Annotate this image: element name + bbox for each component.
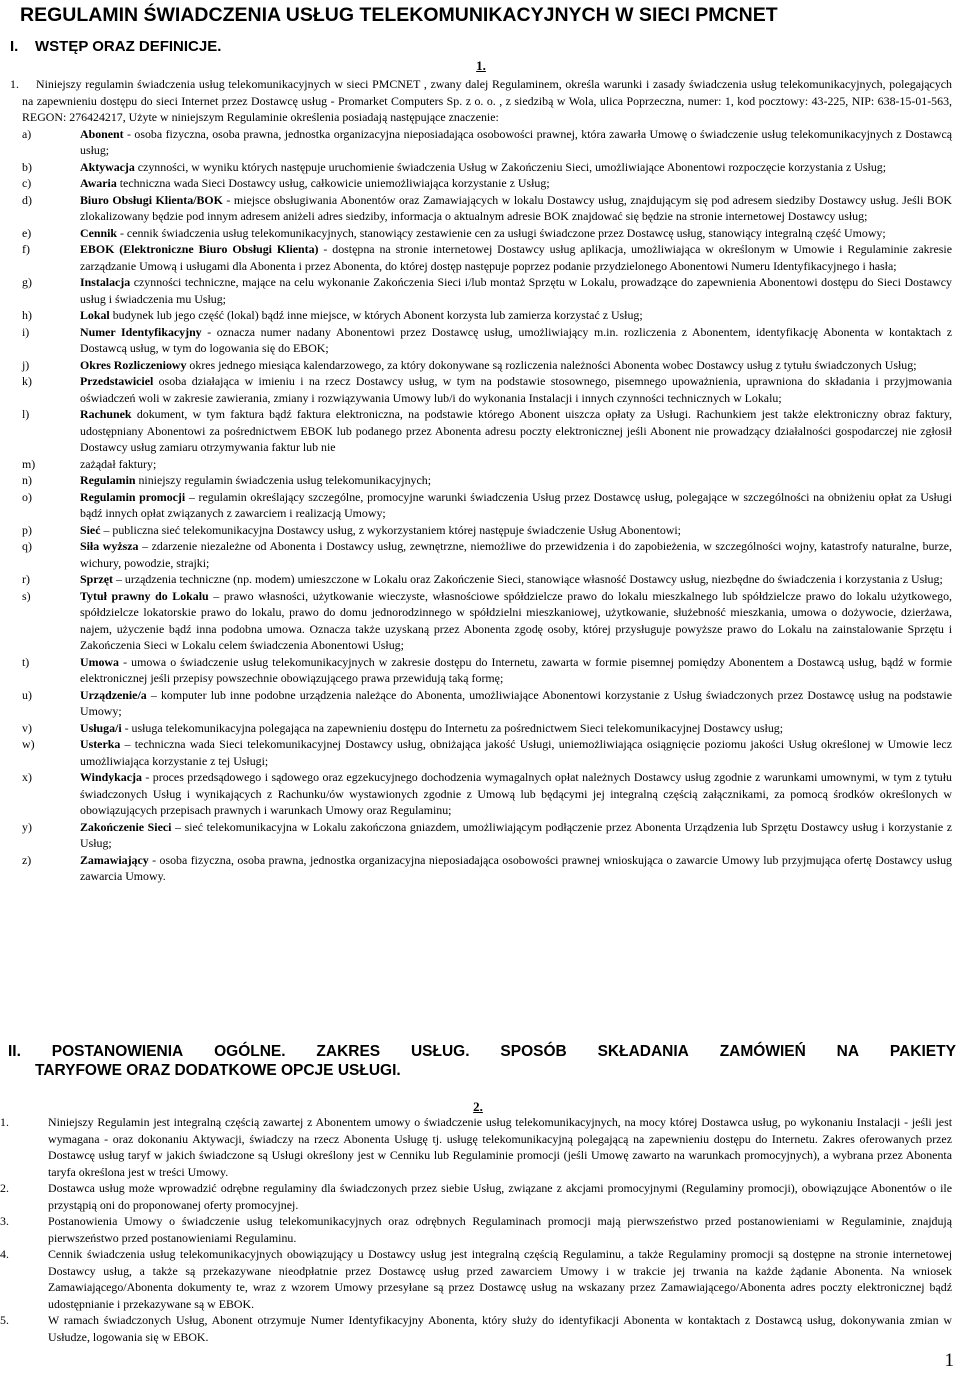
definition-item (0, 192, 960, 225)
definition-term: Sprzęt (80, 572, 114, 586)
section-2-heading-word: POSTANOWIENIA (51, 1043, 184, 1060)
intro-paragraph (0, 76, 960, 126)
definition-text: – publiczna sieć telekomunikacyjna Dostawcy usług, z wykorzystaniem której następuje świadczenie Usług Abonentowi; (100, 522, 681, 537)
definition-item (0, 456, 960, 473)
section-2-body (0, 1114, 960, 1345)
paragraph-number: 2. (0, 1181, 9, 1195)
section-2-heading-word: OGÓLNE. (214, 1043, 286, 1060)
definition-text: czynności, w wyniku których następuje uruchomienie świadczenia Usług w Zakończeniu Sieci, umożliwiające Abonentowi rozpoczęcie korzystania z Usług; (134, 159, 887, 174)
section-2-heading-word: ZAKRES (316, 1043, 381, 1060)
definition-item (0, 472, 960, 489)
section-2-heading-word: PAKIETY (889, 1043, 956, 1060)
section-2-paragraph (0, 1180, 960, 1213)
paragraph-text: Postanowienia Umowy o świadczenie usług telekomunikacyjnych oraz odrębnych Regulaminach promocji mają pierwszeństwo przed postanowieniami w Regulaminie, znajdują pierwszeństwo przed postanowieniami Regulaminu. (48, 1214, 952, 1245)
definition-item (0, 225, 960, 242)
definition-text: – sieć telekomunikacyjna w Lokalu zakończona gniazdem, umożliwiającym podłączenie przez Abonenta Urządzenia lub Sprzętu Dostawcy usług i korzystanie z Usług; (80, 819, 952, 850)
definition-term: Rachunek (80, 407, 132, 421)
section-2-paragraph (0, 1246, 960, 1312)
paragraph-text: Niniejszy Regulamin jest integralną częścią zawartej z Abonentem umowy o świadczenie usług telekomunikacyjnych, na mocy której Dostawca usług, po wykonaniu Instalacji - jeśli jest wymagana - oraz dokonaniu Aktywacji, świadczy na rzecz Abonenta Usługę tj. usługę telekomunikacyjną polegającą na zapewnieniu dostępu do Internetu. Zakres oferowanych przez Dostawcę usług taryf w jakich świadczone są Usługi określony jest w Cenniku lub Regulaminie promocji (jeśli Umowę zawarto na warunkach promocyjnych), a wybrana przez Abonenta taryfa określona jest w treści Umowy. (48, 1115, 952, 1179)
definition-text: – urządzenia techniczne (np. modem) umieszczone w Lokalu oraz Zakończenie Sieci, stanowiące własność Dostawcy usług, niezbędne do świadczenia i korzystania z Usług; (113, 572, 943, 586)
definition-letter: b) (22, 159, 32, 174)
section-2-paragraph (0, 1213, 960, 1246)
definition-term: Tytuł prawny do Lokalu (80, 588, 209, 603)
section-2-heading-word: SPOSÓB (500, 1043, 567, 1060)
definition-text: niniejszy regulamin świadczenia usług telekomunikacyjnych; (135, 473, 432, 487)
definition-item (0, 538, 960, 571)
page-number: 1 (944, 1350, 954, 1371)
section-2-heading-word: SKŁADANIA (597, 1043, 689, 1060)
section-2-paragraph (0, 1114, 960, 1180)
definition-text: – regulamin określający szczególne, promocyjne warunki świadczenia Usług przez Dostawcę usług, polegające w szczególności na obniżeniu opłat za Usługi bądź innych opłat związanych z zawarciem i realizacją Umowy; (80, 489, 952, 520)
definition-item (0, 406, 960, 456)
section-2-heading-line-2: TARYFOWE ORAZ DODATKOWE OPCJE USŁUGI. (35, 1062, 401, 1079)
definition-item (0, 852, 960, 885)
definition-letter: o) (22, 489, 32, 504)
definition-text: - dostępna na stronie internetowej Dostawcy usług aplikacja, umożliwiająca w określonym w Umowie i Regulaminie zakresie zarządzanie Umową i usługami dla Abonenta i przez Abonenta, do której dostęp następuje poprzez podanie przydzielonego Abonentowi Numeru Identyfikacyjnego i hasła; (80, 242, 952, 273)
definition-text: dokument, w tym faktura bądź faktura elektroniczna, na podstawie którego Abonent uiszcza opłaty za Usługi. Rachunkiem jest także elektroniczny obraz faktury, udostępniany Abonentowi za pośrednictwem EBOK lub podanego przez Abonenta adresu poczty elektronicznej jeśli Abonent nie prowadzący działalności gospodarczej nie zgłosił Dostawcy usług zamiaru otrzymywania faktur lub nie (80, 407, 952, 454)
definitions-list (0, 126, 960, 885)
definition-term: EBOK (Elektroniczne Biuro Obsługi Klienta) (80, 242, 319, 256)
paragraph-number: 3. (0, 1214, 9, 1228)
definition-item (0, 175, 960, 192)
section-2-heading-word: USŁUG. (410, 1043, 470, 1060)
definition-letter: r) (22, 572, 30, 586)
definition-letter: q) (22, 539, 32, 553)
definition-term: Umowa (80, 654, 119, 669)
definition-letter: s) (22, 588, 31, 603)
definition-text: czynności techniczne, mające na celu wykonanie Zakończenia Sieci i/lub montaż Sprzętu w Lokalu, prowadzące do zapewnienia Abonentowi dostępu do Sieci Dostawcy usług i świadczenia mu Usług; (80, 275, 952, 306)
definition-text: – zdarzenie niezależne od Abonenta i Dostawcy usług, zewnętrzne, niemożliwe do przewidzenia i do zapobieżenia, w szczególności wojny, katastrofy naturalne, burze, wichury, powodzie, strajki; (80, 539, 952, 570)
intro-number: 1. (10, 77, 19, 91)
definition-text: - proces przedsądowego i sądowego oraz egzekucyjnego dochodzenia wymagalnych opłat należnych Dostawcy usług zgodnie z warunkami umownymi, w tym z tytułu świadczonych Usług i wynikających z Rachunku/ów wystawionych zgodnie z Umową lub będącymi jej integralną częścią załącznikami, za pomocą środków określonych w obowiązujących przepisach prawnych i warunkach Umowy oraz Regulaminu; (80, 770, 952, 817)
definition-term: Aktywacja (80, 159, 135, 174)
definition-text: - osoba fizyczna, osoba prawna, jednostka organizacyjna nieposiadająca osobowości prawnej, która zawarła Umowę o świadczenie usług telekomunikacyjnych z Dostawcą usług; (80, 126, 952, 157)
definition-term: Abonent (80, 126, 124, 141)
definition-item (0, 720, 960, 737)
definition-item (0, 373, 960, 406)
definition-item (0, 489, 960, 522)
definition-letter: p) (22, 522, 32, 537)
definition-letter: i) (22, 324, 30, 339)
definition-letter: h) (22, 308, 32, 322)
definition-letter: e) (22, 225, 32, 240)
definition-text: - osoba fizyczna, osoba prawna, jednostka organizacyjna nieposiadająca osobowości prawnej wnioskująca o zawarcie Umowy lub przyjmująca ofertę Dostawcy usług zawarcia Umowy. (80, 852, 952, 883)
definition-text: - usługa telekomunikacyjna polegająca na zapewnieniu dostępu do Internetu za pośrednictwem Sieci telekomunikacyjnej Dostawcy usług; (121, 720, 784, 735)
document-title: REGULAMIN ŚWIADCZENIA USŁUG TELEKOMUNIKACYJNYCH W SIECI PMCNET (20, 4, 778, 26)
section-1-heading-text: WSTĘP ORAZ DEFINICJE. (35, 38, 222, 55)
definition-term: Cennik (80, 225, 118, 240)
paragraph-2-number: 2. (473, 1099, 483, 1114)
definition-term: Awaria (80, 176, 117, 190)
definition-letter: f) (22, 242, 30, 256)
definition-text: techniczna wada Sieci Dostawcy usług, całkowicie uniemożliwiająca korzystanie z Usług; (116, 176, 550, 190)
definition-term: Usługa/i (80, 720, 122, 735)
definition-letter: z) (22, 852, 32, 867)
definition-text: osoba działająca w imieniu i na rzecz Dostawcy usług, w tym na podstawie stosownego, pisemnego upoważnienia, uprawniona do składania i przyjmowania oświadczeń woli w zakresie zawierania, zmiany i rozwiązywania Umowy lub/i do wykonania Instalacji i innych czynności technicznych w Lokalu; (80, 374, 952, 405)
definition-term: Windykacja (80, 770, 142, 784)
definition-letter: l) (22, 407, 30, 421)
intro-text: Niniejszy regulamin świadczenia usług telekomunikacyjnych w sieci PMCNET , zwany dalej Regulaminem, określa warunki i zasady świadczenia usług telekomunikacyjnych, polegających na zapewnieniu dostępu do sieci Internet przez Dostawcę usług - Promarket Computers Sp. z o. o. , z siedzibą w Wola, ulica Poprzeczna, numer: 1, kod pocztowy: 43-225, NIP: 638-15-01-563, REGON: 276424217, Użyte w niniejszym Regulaminie określenia posiadają następujące znaczenie: (22, 77, 952, 124)
definition-item (0, 274, 960, 307)
definition-letter: x) (22, 770, 32, 784)
paragraph-number: 4. (0, 1247, 9, 1261)
definition-item (0, 571, 960, 588)
definition-item (0, 126, 960, 159)
definition-text: zażądał faktury; (80, 456, 157, 471)
definition-text: – komputer lub inne podobne urządzenia należące do Abonenta, umożliwiające Abonentowi korzystanie z Usług świadczonych przez Dostawcę usług na podstawie Umowy; (80, 687, 952, 718)
definition-term: Urządzenie/a (80, 687, 147, 702)
definition-letter: t) (22, 654, 30, 669)
definition-term: Instalacja (80, 275, 131, 289)
section-1-roman: I. (10, 38, 19, 55)
definition-letter: g) (22, 275, 32, 289)
section-1-body (0, 76, 960, 885)
definition-item (0, 654, 960, 687)
definition-item (0, 241, 960, 274)
section-1-heading (10, 38, 221, 55)
paragraph-1-number: 1. (476, 58, 486, 73)
definition-item (0, 522, 960, 539)
definition-item (0, 324, 960, 357)
definition-letter: v) (22, 720, 32, 735)
definition-letter: a) (22, 126, 32, 141)
definition-term: Lokal (80, 308, 110, 322)
section-2-paragraph (0, 1312, 960, 1345)
definition-item (0, 736, 960, 769)
section-2-heading (8, 1042, 956, 1080)
definition-item (0, 307, 960, 324)
paragraph-number: 1. (0, 1115, 9, 1129)
definition-text: - miejsce obsługiwania Abonentów oraz Zamawiających w lokalu Dostawcy usług, znajdującym się pod adresem siedziby Dostawcy usług. Jeśli BOK zlokalizowany będzie pod innym adresem aniżeli adres siedziby, informacja o aktualnym adresie BOK znajdować się będzie na stronie internetowej Dostawcy usług; (80, 192, 952, 223)
definition-term: Zamawiający (80, 852, 149, 867)
definition-term: Przedstawiciel (80, 374, 154, 388)
definition-text: budynek lub jego część (lokal) bądź inne miejsce, w których Abonent korzysta lub zamierza korzystać z Usług; (109, 308, 643, 322)
definition-item (0, 357, 960, 374)
paragraph-text: Cennik świadczenia usług telekomunikacyjnych obowiązujący u Dostawcy usług jest integralną częścią Regulaminu, a także Regulaminy promocji są dostępne na stronie internetowej Dostawcy usług, a także są przekazywane nieodpłatnie przez Dostawcę usług przed zawarciem Umowy i w trakcie jej trwania na każde żądanie Abonenta. Na wniosek Zamawiającego/Abonenta dokumenty te, wraz z wzorem Umowy przesyłane są przez Dostawcę usług na wskazany przez Zamawiającego/Abonenta adres poczty elektronicznej bądź udostępnianie i przekazywane są w EBOK. (48, 1247, 952, 1311)
definition-term: Okres Rozliczeniowy (80, 357, 187, 372)
section-2-heading-word: ZAMÓWIEŃ (719, 1043, 806, 1060)
definition-item (0, 588, 960, 654)
paragraph-number: 5. (0, 1313, 9, 1327)
definition-item (0, 159, 960, 176)
section-2-heading-word: II. (8, 1043, 21, 1060)
definition-letter: n) (22, 473, 32, 487)
definition-term: Usterka (80, 737, 121, 751)
definition-item (0, 819, 960, 852)
definition-letter: c) (22, 176, 32, 190)
definition-term: Siła wyższa (80, 539, 139, 553)
paragraph-text: W ramach świadczonych Usług, Abonent otrzymuje Numer Identyfikacyjny Abonenta, który służy do identyfikacji Abonenta w kontaktach z Dostawcą usług, dokonywania zmian w Usłudze, logowania się w EBOK. (48, 1313, 952, 1344)
definition-item (0, 687, 960, 720)
definition-letter: k) (22, 374, 32, 388)
section-2-heading-line-1 (8, 1042, 956, 1061)
paragraph-text: Dostawca usług może wprowadzić odrębne regulaminy dla świadczonych przez siebie Usług, związane z akcjami promocyjnymi (Regulaminy promocji), obowiązujące Abonentów o ile przystąpią oni do proponowanej oferty promocyjnej. (48, 1181, 952, 1212)
definition-text: – techniczna wada Sieci telekomunikacyjnej Dostawcy usług, obniżająca jakość Usługi, uniemożliwiająca osiągnięcie poziomu jakości Usług określonej w Umowie lecz umożliwiająca korzystanie z tej Usługi; (80, 737, 952, 768)
definition-letter: j) (22, 357, 30, 372)
definition-term: Sieć (80, 522, 101, 537)
definition-letter: w) (22, 737, 35, 751)
section-2-heading-word: NA (836, 1043, 860, 1060)
definition-term: Numer Identyfikacyjny (80, 324, 202, 339)
definition-text: – prawo własności, użytkowanie wieczyste, własnościowe spółdzielcze prawo do lokalu mieszkalnego lub spółdzielcze prawo do lokalu użytkowego, spółdzielcze lokatorskie prawo do lokalu, prawo do domu jednorodzinnego w spółdzielni mieszkaniowej, użytkowanie, służebność mieszkania, umowa o dożywocie, dzierżawa, najem, użyczenie bądź inna podobna umowa. Oznacza także uzyskaną przez Abonenta zgodę osoby, której przysługuje powyższe prawo do Lokalu na zainstalowanie Sprzętu i Zakończenia Sieci w Lokalu celem świadczenia Abonentowi Usług; (80, 588, 952, 652)
definition-text: okres jednego miesiąca kalendarzowego, za który dokonywane są rozliczenia należności Abonenta wobec Dostawcy usług z tytułu świadczonych Usług; (186, 357, 917, 372)
definition-item (0, 769, 960, 819)
definition-letter: y) (22, 819, 32, 834)
definition-text: - cennik świadczenia usług telekomunikacyjnych, stanowiący zestawienie cen za usługi świadczone przez Dostawcę usług, stanowiący integralną część Umowy; (117, 225, 886, 240)
definition-letter: u) (22, 687, 32, 702)
definition-term: Regulamin promocji (80, 489, 186, 504)
definition-term: Regulamin (80, 473, 136, 487)
definition-letter: d) (22, 192, 32, 207)
definition-text: - oznacza numer nadany Abonentowi przez Dostawcę usług, umożliwiający m.in. rozliczenia z Abonentem, identyfikację Abonenta w kontaktach z Dostawcą usług, w tym do logowania się do EBOK; (80, 324, 952, 355)
definition-term: Zakończenie Sieci (80, 819, 172, 834)
definition-term: Biuro Obsługi Klienta/BOK (80, 192, 223, 207)
definition-text: - umowa o świadczenie usług telekomunikacyjnych w zakresie dostępu do Internetu, zawarta w formie pisemnej pomiędzy Abonentem a Dostawcą usług, bądź w formie elektronicznej jeśli przepisy powszechnie obowiązującego prawa przewidują taką formę; (80, 654, 952, 685)
definition-letter: m) (22, 456, 36, 471)
